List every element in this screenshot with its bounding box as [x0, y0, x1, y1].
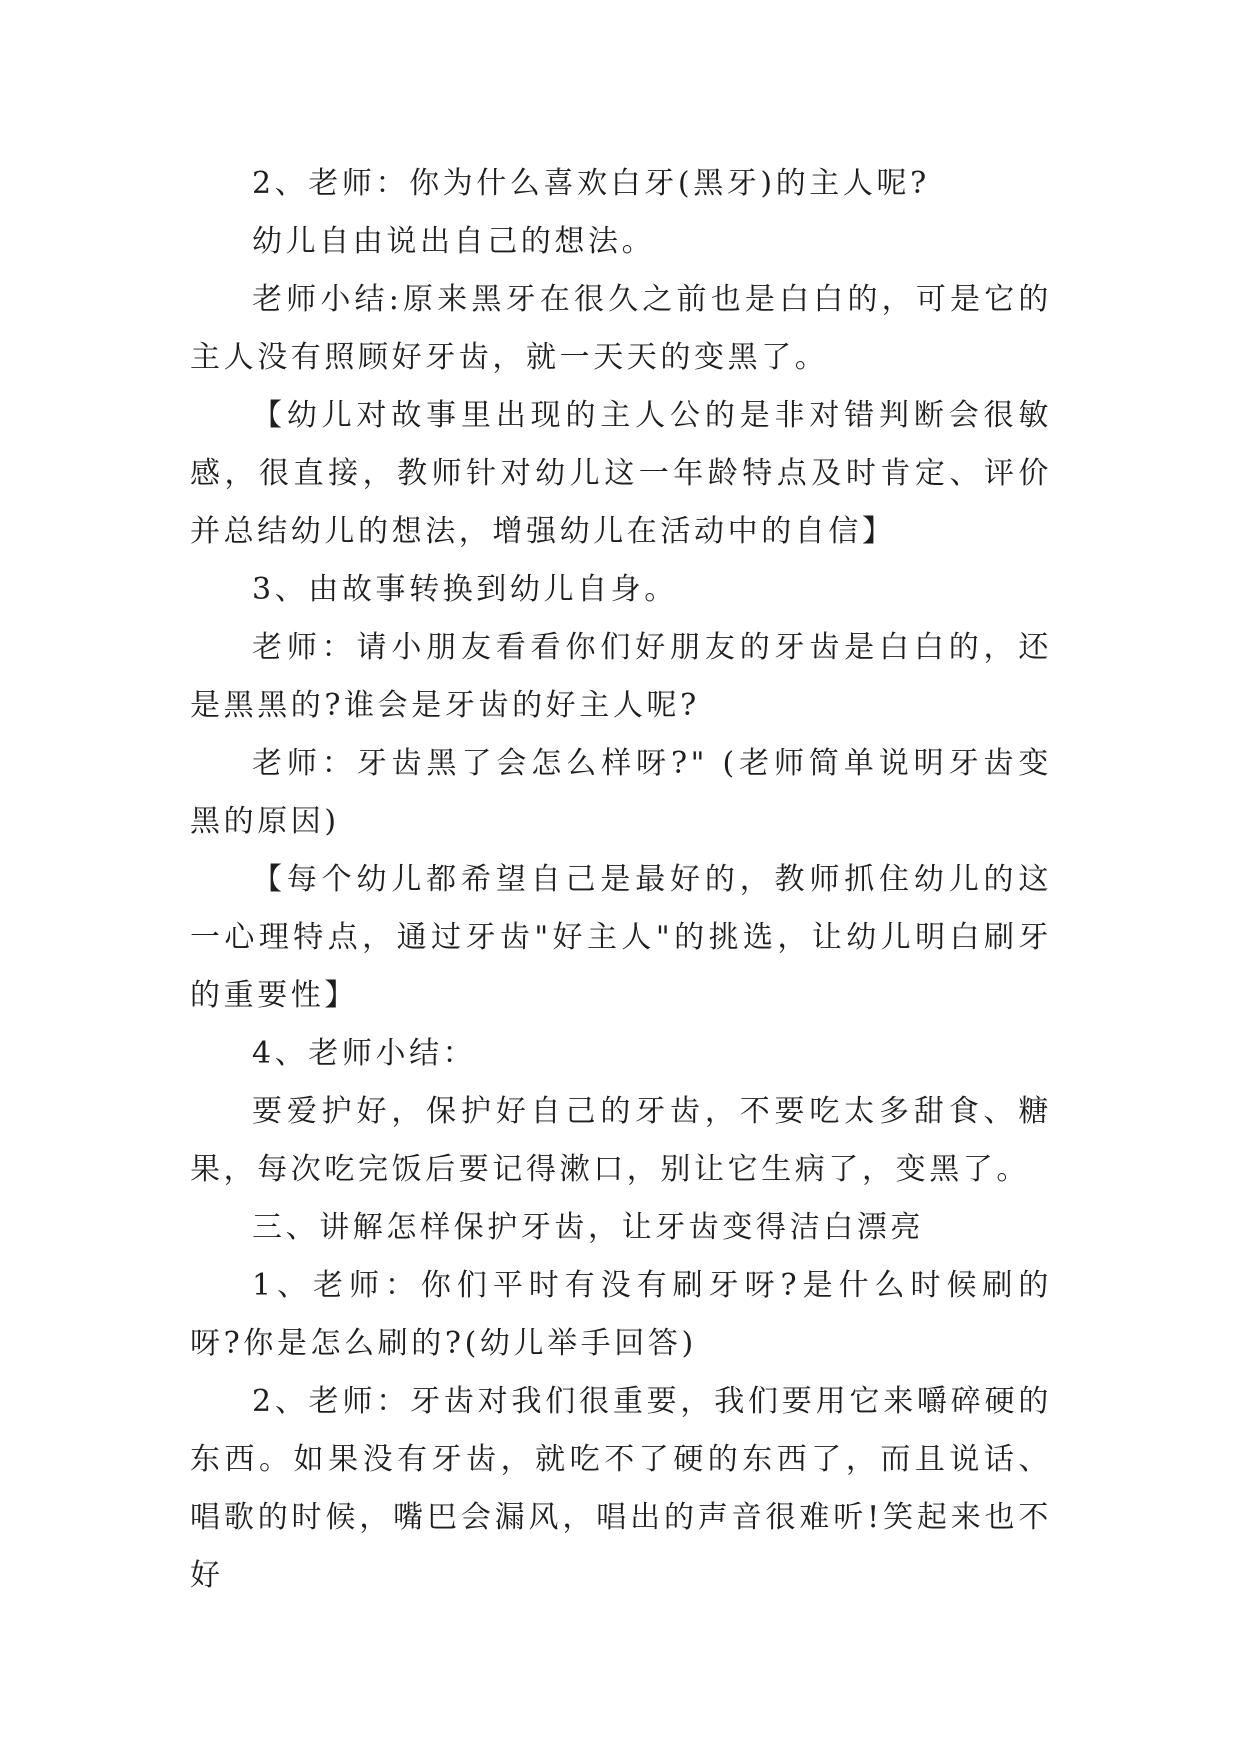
- paragraph-teacher-question-2: 2、老师：你为什么喜欢白牙(黑牙)的主人呢?: [252, 166, 930, 201]
- paragraph-protect-teeth: 要爱护好，保护好自己的牙齿，不要吃太多甜食、糖果，每次吃完饭后要记得漱口，别让它生病了，变黑了。: [190, 1094, 1052, 1187]
- paragraph-teacher-look-friends: 老师：请小朋友看看你们好朋友的牙齿是白白的，还是黑黑的?谁会是牙齿的好主人呢?: [190, 630, 1052, 723]
- paragraph-teacher-black-teeth: 老师：牙齿黑了会怎么样呀?" (老师简单说明牙齿变黑的原因): [190, 746, 1052, 839]
- paragraph-teacher-teeth-importance: 2、老师：牙齿对我们很重要，我们要用它来嚼碎硬的东西。如果没有牙齿，就吃不了硬的东西了，而且说话、唱歌的时候，嘴巴会漏风，唱出的声音很难听!笑起来也不好: [190, 1384, 1052, 1593]
- paragraph-section-3-heading: 三、讲解怎样保护牙齿，让牙齿变得洁白漂亮: [252, 1210, 924, 1245]
- paragraph-teacher-summary-black-tooth: 老师小结:原来黑牙在很久之前也是白白的，可是它的主人没有照顾好牙齿，就一天天的变黑了。: [190, 282, 1052, 375]
- paragraph-design-note-1: 【幼儿对故事里出现的主人公的是非对错判断会很敏感，很直接，教师针对幼儿这一年龄特点及时肯定、评价并总结幼儿的想法，增强幼儿在活动中的自信】: [190, 398, 1052, 549]
- paragraph-step-4: 4、老师小结：: [252, 1036, 477, 1071]
- paragraph-children-share: 幼儿自由说出自己的想法。: [252, 224, 656, 259]
- paragraph-teacher-brushing-question: 1、老师：你们平时有没有刷牙呀?是什么时候刷的呀?你是怎么刷的?(幼儿举手回答): [190, 1268, 1052, 1361]
- paragraph-design-note-2: 【每个幼儿都希望自己是最好的，教师抓住幼儿的这一心理特点，通过牙齿"好主人"的挑选，让幼儿明白刷牙的重要性】: [190, 862, 1052, 1013]
- paragraph-step-3: 3、由故事转换到幼儿自身。: [252, 572, 678, 607]
- document-body: [190, 155, 1052, 1605]
